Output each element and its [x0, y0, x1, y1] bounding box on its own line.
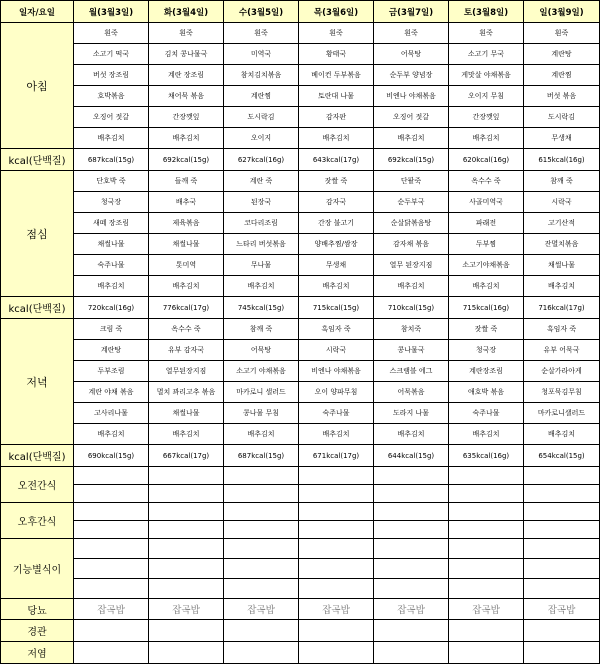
empty-cell: [299, 467, 374, 485]
extra-label: 오후간식: [1, 503, 74, 539]
menu-item: 계란찜: [224, 86, 299, 107]
extra-label: 오전간식: [1, 467, 74, 503]
menu-item: 배추김치: [524, 276, 600, 297]
empty-cell: [149, 642, 224, 664]
menu-item: 배추김치: [524, 424, 600, 445]
empty-cell: [224, 521, 299, 539]
menu-item: 순살가라아게: [524, 361, 600, 382]
kcal-value: 654kcal(15g): [524, 445, 600, 467]
menu-item: 순두부국: [374, 192, 449, 213]
menu-item: 새떼 장조림: [74, 213, 149, 234]
menu-item: 콩나물 무침: [224, 403, 299, 424]
menu-row: [1, 213, 600, 234]
menu-row: [1, 23, 600, 44]
menu-item: 애호박 볶음: [449, 382, 524, 403]
empty-cell: [524, 485, 600, 503]
empty-cell: [374, 642, 449, 664]
menu-item: 배추김치: [449, 424, 524, 445]
empty-cell: [224, 579, 299, 599]
menu-item: 파래전: [449, 213, 524, 234]
kcal-value: 710kcal(15g): [374, 297, 449, 319]
empty-cell: [374, 467, 449, 485]
menu-item: 흑임자 죽: [299, 319, 374, 340]
diabetes-value: 잡곡밥: [524, 599, 600, 620]
meal-label: 저녁: [1, 319, 74, 445]
menu-item: 숙주나물: [74, 255, 149, 276]
menu-row: [1, 65, 600, 86]
menu-row: [1, 340, 600, 361]
menu-item: 채썰나물: [74, 234, 149, 255]
menu-item: 마카로니 샐러드: [224, 382, 299, 403]
menu-item: 숙주나물: [299, 403, 374, 424]
empty-cell: [374, 539, 449, 559]
menu-item: 비엔나 야채볶음: [299, 361, 374, 382]
extra-row: [1, 467, 600, 485]
menu-item: 황태국: [299, 44, 374, 65]
empty-cell: [74, 503, 149, 521]
menu-item: 오이지: [224, 128, 299, 149]
empty-cell: [299, 521, 374, 539]
menu-item: 양배추찜/쌈장: [299, 234, 374, 255]
menu-item: 사골미역국: [449, 192, 524, 213]
kcal-row: [1, 149, 600, 171]
empty-cell: [374, 579, 449, 599]
day-header: 목(3월6일): [299, 1, 374, 23]
menu-item: 감자국: [299, 192, 374, 213]
empty-cell: [449, 485, 524, 503]
empty-cell: [74, 579, 149, 599]
menu-row: [1, 361, 600, 382]
menu-item: 계란 장조림: [149, 65, 224, 86]
menu-item: 감자판: [299, 107, 374, 128]
menu-item: 유부 감자국: [149, 340, 224, 361]
empty-cell: [149, 503, 224, 521]
menu-item: 된장국: [224, 192, 299, 213]
empty-cell: [449, 579, 524, 599]
empty-cell: [524, 620, 600, 642]
empty-cell: [299, 503, 374, 521]
menu-item: 배추김치: [74, 424, 149, 445]
empty-cell: [149, 467, 224, 485]
empty-cell: [74, 521, 149, 539]
empty-cell: [149, 579, 224, 599]
empty-cell: [74, 539, 149, 559]
menu-item: 토란대 나물: [299, 86, 374, 107]
kcal-value: 776kcal(17g): [149, 297, 224, 319]
menu-item: 오징어 젓갈: [374, 107, 449, 128]
empty-cell: [299, 559, 374, 579]
kcal-value: 716kcal(17g): [524, 297, 600, 319]
empty-cell: [524, 579, 600, 599]
menu-item: 청포묵김무침: [524, 382, 600, 403]
diabetes-value: 잡곡밥: [374, 599, 449, 620]
menu-item: 단호박 죽: [74, 171, 149, 192]
menu-item: 제육볶음: [149, 213, 224, 234]
empty-cell: [524, 503, 600, 521]
menu-item: 게맛살 야채볶음: [449, 65, 524, 86]
empty-cell: [449, 559, 524, 579]
menu-item: 채썰나물: [524, 255, 600, 276]
menu-item: 간장 불고기: [299, 213, 374, 234]
empty-cell: [224, 559, 299, 579]
menu-item: 옥수수 죽: [149, 319, 224, 340]
day-header: 수(3월5일): [224, 1, 299, 23]
kcal-value: 667kcal(17g): [149, 445, 224, 467]
menu-item: 어묵볶음: [374, 382, 449, 403]
menu-row: [1, 382, 600, 403]
menu-item: 배추김치: [149, 276, 224, 297]
menu-item: 숙주나물: [449, 403, 524, 424]
kcal-value: 635kcal(16g): [449, 445, 524, 467]
menu-item: 배추김치: [149, 424, 224, 445]
day-header: 일(3월9일): [524, 1, 600, 23]
menu-item: 배추김치: [449, 276, 524, 297]
menu-item: 잔멸치볶음: [524, 234, 600, 255]
menu-item: 감자채 볶음: [374, 234, 449, 255]
empty-cell: [299, 485, 374, 503]
menu-item: 미역국: [224, 44, 299, 65]
menu-item: 계란 죽: [224, 171, 299, 192]
empty-cell: [299, 539, 374, 559]
menu-row: [1, 192, 600, 213]
menu-item: 오징어 젓갈: [74, 107, 149, 128]
menu-item: 도시락김: [524, 107, 600, 128]
empty-cell: [299, 579, 374, 599]
meal-label: 아침: [1, 23, 74, 149]
menu-row: [1, 424, 600, 445]
menu-item: 계란탕: [74, 340, 149, 361]
empty-cell: [224, 467, 299, 485]
kcal-value: 745kcal(15g): [224, 297, 299, 319]
empty-cell: [449, 539, 524, 559]
menu-item: 간장깻잎: [149, 107, 224, 128]
kcal-label: kcal(단백질): [1, 445, 74, 467]
menu-item: 흰죽: [449, 23, 524, 44]
empty-cell: [224, 620, 299, 642]
extra-label: 경관: [1, 620, 74, 642]
empty-cell: [74, 642, 149, 664]
menu-item: 콩나물국: [374, 340, 449, 361]
menu-item: 채어묵 볶음: [149, 86, 224, 107]
day-header: 화(3월4일): [149, 1, 224, 23]
menu-item: 배추김치: [374, 276, 449, 297]
empty-cell: [224, 485, 299, 503]
empty-cell: [449, 521, 524, 539]
empty-cell: [374, 485, 449, 503]
kcal-label: kcal(단백질): [1, 149, 74, 171]
day-header: 토(3월8일): [449, 1, 524, 23]
empty-cell: [299, 642, 374, 664]
empty-cell: [374, 620, 449, 642]
meal-label: 점심: [1, 171, 74, 297]
menu-item: 두부조림: [74, 361, 149, 382]
menu-item: 고사리나물: [74, 403, 149, 424]
empty-cell: [374, 559, 449, 579]
menu-row: [1, 128, 600, 149]
menu-row: [1, 107, 600, 128]
kcal-row: [1, 297, 600, 319]
menu-item: 계란탕: [524, 44, 600, 65]
empty-cell: [74, 467, 149, 485]
kcal-value: 643kcal(17g): [299, 149, 374, 171]
diabetes-value: 잡곡밥: [74, 599, 149, 620]
extra-label: 당뇨: [1, 599, 74, 620]
menu-item: 배추김치: [224, 276, 299, 297]
menu-item: 청국장: [74, 192, 149, 213]
kcal-value: 715kcal(15g): [299, 297, 374, 319]
menu-item: 소고기야채볶음: [449, 255, 524, 276]
menu-item: 배추김치: [299, 276, 374, 297]
kcal-value: 687kcal(15g): [224, 445, 299, 467]
menu-item: 흰죽: [299, 23, 374, 44]
menu-item: 소고기 무국: [449, 44, 524, 65]
kcal-value: 720kcal(16g): [74, 297, 149, 319]
menu-item: 흰죽: [224, 23, 299, 44]
menu-item: 계란 야채 볶음: [74, 382, 149, 403]
day-header: 금(3월7일): [374, 1, 449, 23]
extra-label: 저염: [1, 642, 74, 664]
menu-item: 흰죽: [149, 23, 224, 44]
empty-cell: [149, 539, 224, 559]
menu-item: 마카로니샐러드: [524, 403, 600, 424]
menu-item: 도라지 나물: [374, 403, 449, 424]
menu-item: 채썰나물: [149, 403, 224, 424]
menu-item: 버섯 장조림: [74, 65, 149, 86]
menu-item: 스크램블 에그: [374, 361, 449, 382]
menu-item: 버섯 볶음: [524, 86, 600, 107]
empty-cell: [449, 467, 524, 485]
menu-row: [1, 276, 600, 297]
menu-item: 무나물: [224, 255, 299, 276]
empty-cell: [374, 503, 449, 521]
kcal-value: 687kcal(15g): [74, 149, 149, 171]
extra-row: [1, 485, 600, 503]
empty-cell: [524, 642, 600, 664]
menu-item: 무생채: [524, 128, 600, 149]
menu-item: 시락국: [524, 192, 600, 213]
menu-row: [1, 234, 600, 255]
diabetes-value: 잡곡밥: [449, 599, 524, 620]
empty-cell: [449, 642, 524, 664]
menu-item: 순두부 양념장: [374, 65, 449, 86]
corner-header: 일자/요일: [1, 1, 74, 23]
menu-item: 배추김치: [374, 128, 449, 149]
menu-item: 느타리 버섯볶음: [224, 234, 299, 255]
menu-item: 배추국: [149, 192, 224, 213]
menu-item: 잣쌀 죽: [449, 319, 524, 340]
menu-item: 비엔나 야채볶음: [374, 86, 449, 107]
menu-item: 채썰나물: [149, 234, 224, 255]
diabetes-value: 잡곡밥: [149, 599, 224, 620]
menu-item: 크림 죽: [74, 319, 149, 340]
empty-cell: [524, 559, 600, 579]
menu-item: 배추김치: [374, 424, 449, 445]
menu-item: 참깨 죽: [224, 319, 299, 340]
menu-item: 배추김치: [299, 128, 374, 149]
menu-row: [1, 255, 600, 276]
menu-item: 호박볶음: [74, 86, 149, 107]
menu-item: 참깨 죽: [524, 171, 600, 192]
day-header: 월(3월3일): [74, 1, 149, 23]
menu-item: 옥수수 죽: [449, 171, 524, 192]
empty-cell: [74, 620, 149, 642]
extra-row: [1, 642, 600, 664]
menu-item: 배추김치: [299, 424, 374, 445]
menu-item: 잣쌀 죽: [299, 171, 374, 192]
empty-cell: [224, 503, 299, 521]
menu-item: 배추김치: [224, 424, 299, 445]
menu-item: 흰죽: [524, 23, 600, 44]
kcal-value: 627kcal(16g): [224, 149, 299, 171]
menu-item: 무생채: [299, 255, 374, 276]
menu-item: 참치김치볶음: [224, 65, 299, 86]
diabetes-value: 잡곡밥: [224, 599, 299, 620]
menu-item: 흰죽: [74, 23, 149, 44]
menu-item: 시락국: [299, 340, 374, 361]
extra-row: [1, 503, 600, 521]
empty-cell: [74, 485, 149, 503]
extra-row: [1, 579, 600, 599]
menu-item: 어묵탕: [374, 44, 449, 65]
kcal-row: [1, 445, 600, 467]
menu-row: [1, 319, 600, 340]
menu-item: 흑임자 죽: [524, 319, 600, 340]
menu-item: 배추김치: [149, 128, 224, 149]
menu-item: 단팥죽: [374, 171, 449, 192]
menu-item: 열무된장지짐: [149, 361, 224, 382]
empty-cell: [374, 521, 449, 539]
empty-cell: [524, 467, 600, 485]
menu-item: 간장깻잎: [449, 107, 524, 128]
empty-cell: [224, 642, 299, 664]
kcal-label: kcal(단백질): [1, 297, 74, 319]
empty-cell: [149, 485, 224, 503]
menu-row: [1, 44, 600, 65]
menu-row: [1, 171, 600, 192]
menu-item: 유부 어묵국: [524, 340, 600, 361]
empty-cell: [524, 521, 600, 539]
empty-cell: [524, 539, 600, 559]
empty-cell: [449, 620, 524, 642]
menu-item: 계란장조림: [449, 361, 524, 382]
kcal-value: 692kcal(15g): [149, 149, 224, 171]
menu-row: [1, 403, 600, 424]
menu-item: 어묵탕: [224, 340, 299, 361]
empty-cell: [149, 559, 224, 579]
menu-item: 배추김치: [74, 128, 149, 149]
extra-row: [1, 559, 600, 579]
extra-row: [1, 521, 600, 539]
empty-cell: [74, 559, 149, 579]
empty-cell: [149, 521, 224, 539]
kcal-value: 692kcal(15g): [374, 149, 449, 171]
empty-cell: [299, 620, 374, 642]
extra-row: [1, 539, 600, 559]
menu-body: [1, 23, 600, 664]
menu-item: 멸치 꽈리고추 볶음: [149, 382, 224, 403]
empty-cell: [224, 539, 299, 559]
kcal-value: 690kcal(15g): [74, 445, 149, 467]
empty-cell: [149, 620, 224, 642]
menu-item: 고기산적: [524, 213, 600, 234]
menu-item: 오이지 무침: [449, 86, 524, 107]
kcal-value: 615kcal(16g): [524, 149, 600, 171]
menu-item: 소고기 떡국: [74, 44, 149, 65]
menu-item: 계란찜: [524, 65, 600, 86]
menu-row: [1, 86, 600, 107]
menu-item: 두부찜: [449, 234, 524, 255]
menu-item: 순살닭볶음탕: [374, 213, 449, 234]
menu-item: 오이 양파무침: [299, 382, 374, 403]
menu-item: 흰죽: [374, 23, 449, 44]
menu-item: 베이컨 두부볶음: [299, 65, 374, 86]
menu-item: 김치 콩나물국: [149, 44, 224, 65]
kcal-value: 620kcal(16g): [449, 149, 524, 171]
diabetes-row: [1, 599, 600, 620]
header-row: [1, 1, 600, 23]
kcal-value: 644kcal(15g): [374, 445, 449, 467]
menu-item: 소고기 야채볶음: [224, 361, 299, 382]
menu-item: 도시락김: [224, 107, 299, 128]
menu-item: 들깨 죽: [149, 171, 224, 192]
diabetes-value: 잡곡밥: [299, 599, 374, 620]
kcal-value: 671kcal(17g): [299, 445, 374, 467]
empty-cell: [449, 503, 524, 521]
extra-row: [1, 620, 600, 642]
menu-item: 참치죽: [374, 319, 449, 340]
menu-item: 청국장: [449, 340, 524, 361]
menu-item: 코다리조림: [224, 213, 299, 234]
menu-item: 열무 된장지짐: [374, 255, 449, 276]
kcal-value: 715kcal(16g): [449, 297, 524, 319]
menu-item: 배추김치: [74, 276, 149, 297]
extra-label: 기능별식이: [1, 539, 74, 599]
menu-item: 배추김치: [449, 128, 524, 149]
menu-item: 톳미역: [149, 255, 224, 276]
